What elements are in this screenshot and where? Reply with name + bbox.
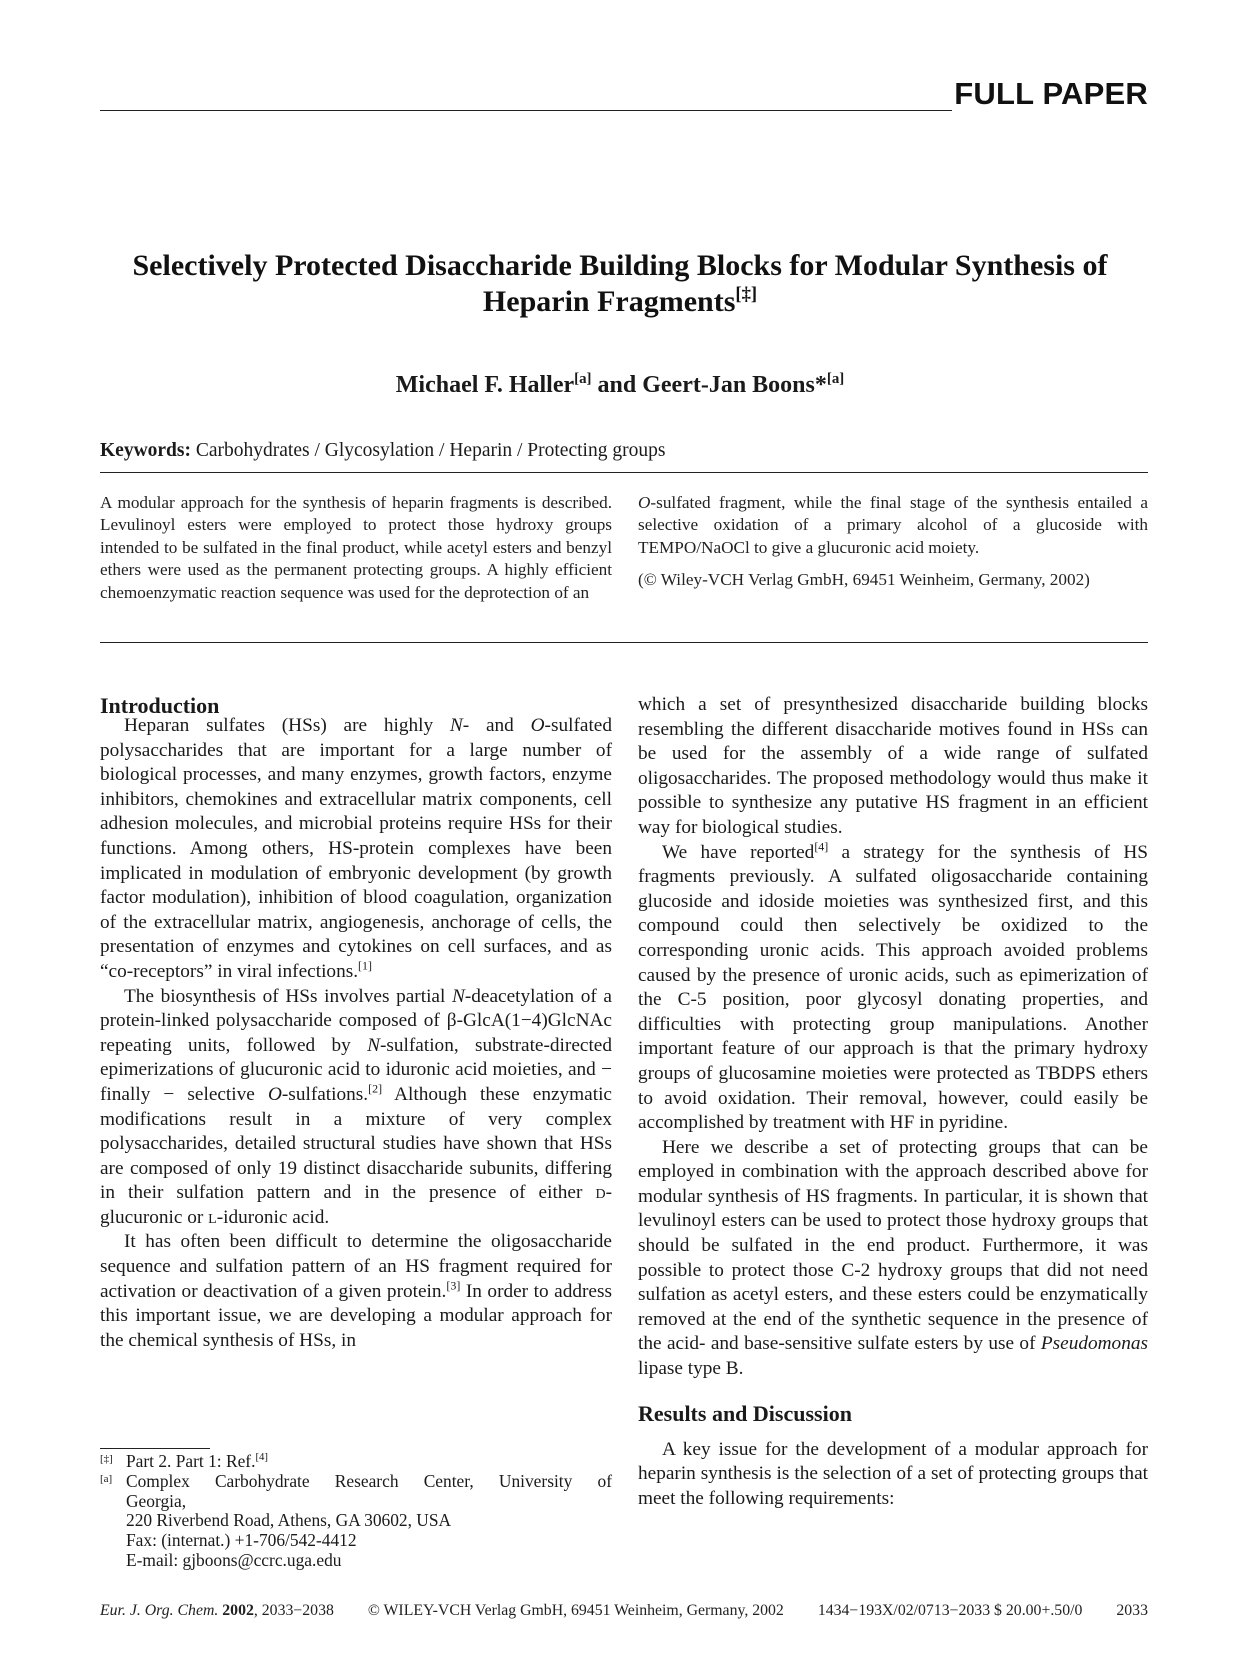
affiliation-mark: [a] xyxy=(826,371,845,387)
header-rule xyxy=(100,110,952,111)
citation: [2] xyxy=(368,1081,383,1096)
title-line-2: Heparin Fragments[‡] xyxy=(482,284,758,318)
paragraph: The biosynthesis of HSs involves partial N-deacetylation of a protein-linked polysaccharide composed of β-GlcA(1−4)GlcNAc repeating units, followed by N-sulfation, substrate-directed epimerizations of glucuronic acid to iduronic acid moieties, and − finally − selective O-sulfations.[2] Although these enzymatic modifications result in a mixture of very complex polysaccharides, detailed structural studies have shown that HSs are composed of only 19 distinct disaccharide subunits, differing in their sulfation pattern and in the presence of either d-glucuronic or l-iduronic acid. xyxy=(100,985,612,1228)
abstract-left: A modular approach for the synthesis of heparin fragments is described. Levulinoyl esters were employed to protect those hydroxy groups intended to be sulfated in the final product, while acetyl esters and benzyl ethers were used as the permanent protecting groups. A highly efficient chemoenzymatic reaction sequence was used for the deprotection of an xyxy=(100,493,612,602)
author-name: Michael F. Haller xyxy=(395,372,575,398)
keywords xyxy=(100,440,665,462)
email-address: E-mail: gjboons@ccrc.uga.edu xyxy=(126,1549,342,1570)
paragraph: It has often been difficult to determine the oligosaccharide sequence and sulfation pattern of an HS fragment required for activation or deactivation of a given protein.[3] In order to address this important issue, we are developing a modular approach for the chemical synthesis of HSs, in xyxy=(100,1231,612,1351)
abstract-top-rule xyxy=(100,472,1148,473)
citation: [4] xyxy=(814,839,829,854)
abstract-copyright: (© Wiley-VCH Verlag GmbH, 69451 Weinheim, Germany, 2002) xyxy=(638,570,1090,590)
footnote-affiliation: [a] Complex Carbohydrate Research Center, University of Georgia, 220 Riverbend Road, Athens, GA 30602, USA Fax: (internat.) +1-706/542-4412 E-mail: gjboons@ccrc.uga.edu xyxy=(100,1470,612,1570)
paragraph: Here we describe a set of protecting groups that can be employed in combination with the approach described above for modular synthesis of HS fragments. In particular, it is shown that levulinoyl esters can be used to protect those hydroxy groups that should be sulfated in the end product. Furthermore, it was possible to protect those C-2 hydroxy groups that did not need sulfation as acetyl esters, and these esters could be enzymatically removed at the end of the synthetic sequence in the presence of the acid- and base-sensitive sulfate esters by use of Pseudomonas lipase type B. xyxy=(638,1136,1148,1380)
abstract-text: O-sulfated fragment, while the final stage of the synthesis entailed a selective oxidation of a primary alcohol of a glucoside with TEMPO/NaOCl to give a glucuronic acid moiety. xyxy=(638,493,1148,557)
author-name: Geert-Jan Boons* xyxy=(642,372,827,398)
paragraph: We have reported[4] a strategy for the synthesis of HS fragments previously. A sulfated oligosaccharide containing glucoside and idoside moieties was synthesized first, and this compound could then selectively be oxidized to the corresponding uronic acids. This approach avoided problems caused by the presence of uronic acids, such as epimerization of the C-5 position, poor glycosyl donating properties, and difficulties with protecting group manipulations. Another important feature of our approach is that the primary hydroxy groups of glucosamine moieties were protected as TBDPS ethers to avoid oxidation. Their removal, however, could easily be accomplished by treatment with HF in pyridine. xyxy=(638,839,1148,1134)
title-footnote-mark: [‡] xyxy=(735,284,758,305)
keywords-text: Carbohydrates / Glycosylation / Heparin / Protecting groups xyxy=(191,440,666,461)
keywords-label: Keywords: xyxy=(100,440,191,461)
footnotes xyxy=(100,1452,612,1571)
footnote-mark: [‡] xyxy=(100,1453,113,1465)
footnote-rule xyxy=(100,1448,210,1449)
article-title xyxy=(100,248,1140,320)
citation: [3] xyxy=(446,1278,461,1293)
paragraph: A key issue for the development of a modular approach for heparin synthesis is the selection of a set of protecting groups that meet the following requirements: xyxy=(638,1438,1148,1509)
footnote: [‡] Part 2. Part 1: Ref.[4] xyxy=(100,1451,269,1471)
abstract-bottom-rule xyxy=(100,642,1148,643)
page-footer xyxy=(100,1602,1148,1620)
left-column xyxy=(100,693,613,1353)
abstract-right xyxy=(638,492,1148,602)
title-line-1: Selectively Protected Disaccharide Building Blocks for Modular Synthesis of xyxy=(132,249,1108,282)
footer-issn: 1434−193X/02/0713−2033 $ 20.00+.50/0 xyxy=(817,1602,1083,1619)
paragraph: Heparan sulfates (HSs) are highly N- and O-sulfated polysaccharides that are important for a large number of biological processes, and many enzymes, growth factors, enzyme inhibitors, chemokines and extracellular matrix components, cell adhesion molecules, and microbial proteins require HSs for their functions. Among others, HS-protein complexes have been implicated in modulation of embryonic development (by growth factor modulation), inhibition of blood coagulation, organization of the extracellular matrix, angiogenesis, anchorage of cells, the presentation of enzymes and cytokines on cell surfaces, and as “co-receptors” in viral infections.[1] xyxy=(100,715,613,982)
citation: [1] xyxy=(358,958,372,973)
paragraph: which a set of presynthesized disaccharide building blocks resembling the different disaccharide motives found in HSs can be used for the assembly of a wide range of sulfated oligosaccharides. The proposed methodology would thus make it possible to synthesize any putative HS fragment in an efficient way for biological studies. xyxy=(638,694,1148,838)
affiliation-mark: [a] xyxy=(574,371,592,387)
citation: [4] xyxy=(255,1451,269,1464)
right-column xyxy=(638,693,1148,1511)
footnote-mark: [a] xyxy=(100,1472,113,1485)
footer-copyright: © WILEY-VCH Verlag GmbH, 69451 Weinheim, Germany, 2002 xyxy=(367,1602,784,1619)
author-separator: and xyxy=(591,372,643,398)
section-heading-results: Results and Discussion xyxy=(638,1400,852,1426)
page-number: 2033 xyxy=(1116,1602,1148,1619)
section-heading-introduction: Introduction xyxy=(100,693,220,718)
section-label: FULL PAPER xyxy=(954,76,1148,111)
author-list xyxy=(100,370,1140,400)
citation-info: Eur. J. Org. Chem. 2002, 2033−2038 xyxy=(100,1602,334,1619)
